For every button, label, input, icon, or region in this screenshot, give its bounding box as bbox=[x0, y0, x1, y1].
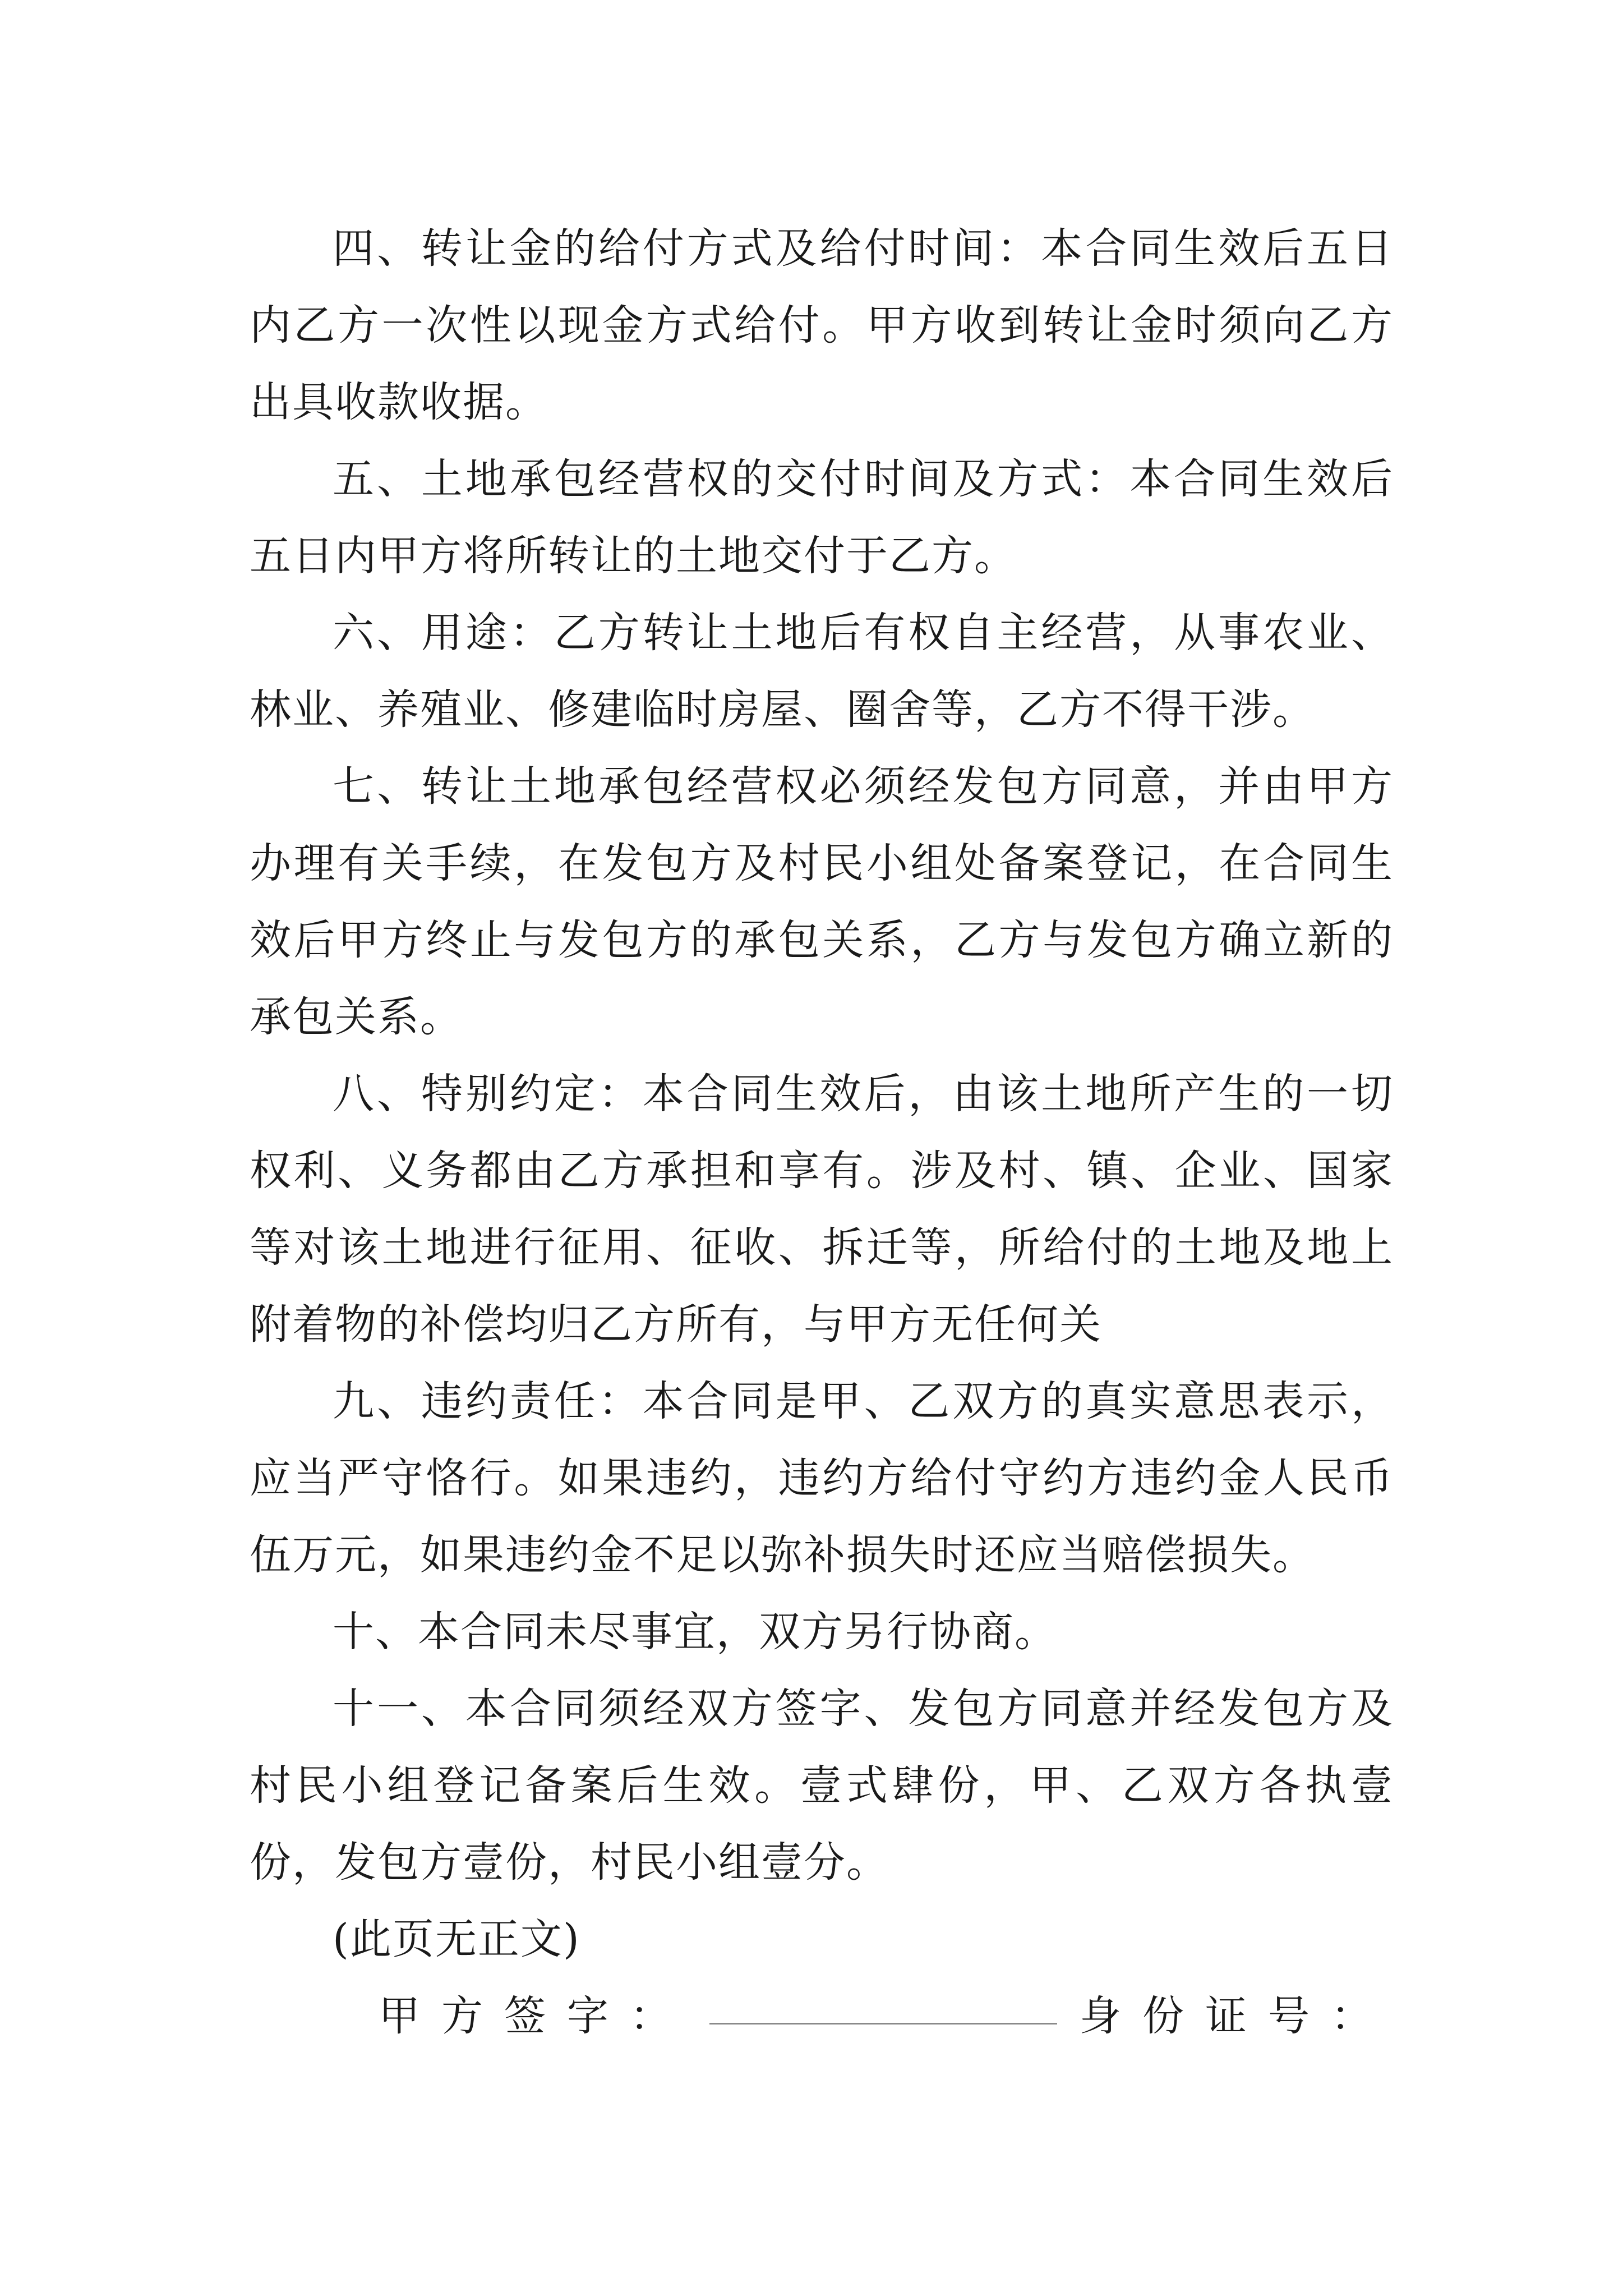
party-a-signature-label: 甲方签字： bbox=[379, 1992, 693, 2040]
party-a-signature-line bbox=[709, 1972, 1057, 2024]
clause-10: 十、本合同未尽事宜，双方另行协商。 bbox=[333, 1608, 1057, 1656]
clause-9: 九、违约责任：本合同是甲、乙双方的真实意思表示，应当严守恪行。如果违约，违约方给付守约方违约金人民币伍万元，如果违约金不足以弥补损失时还应当赔偿损失。 bbox=[250, 1377, 1394, 1579]
id-number-label: 身份证号： bbox=[1080, 1992, 1394, 2040]
clause-6: 六、用途：乙方转让土地后有权自主经营，从事农业、林业、养殖业、修建临时房屋、圈舍等，乙方不得干涉。 bbox=[250, 609, 1394, 734]
clause-4: 四、转让金的给付方式及给付时间：本合同生效后五日内乙方一次性以现金方式给付。甲方收到转让金时须向乙方出具收款收据。 bbox=[250, 224, 1394, 426]
signature-row bbox=[250, 1978, 1394, 2062]
contract-body bbox=[250, 210, 1394, 2062]
clause-8: 八、特别约定：本合同生效后，由该土地所产生的一切权利、义务都由乙方承担和享有。涉及村、镇、企业、国家等对该土地进行征用、征收、拆迁等，所给付的土地及地上附着物的补偿均归乙方所有，与甲方无任何关 bbox=[250, 1070, 1394, 1349]
clause-7: 七、转让土地承包经营权必须经发包方同意，并由甲方办理有关手续，在发包方及村民小组处备案登记，在合同生效后甲方终止与发包方的承包关系，乙方与发包方确立新的承包关系。 bbox=[250, 762, 1394, 1041]
clause-5: 五、土地承包经营权的交付时间及方式：本合同生效后五日内甲方将所转让的土地交付于乙方。 bbox=[250, 455, 1394, 580]
clause-11: 十一、本合同须经双方签字、发包方同意并经发包方及村民小组登记备案后生效。壹式肆份，甲、乙双方各执壹份，发包方壹份，村民小组壹分。 bbox=[250, 1685, 1394, 1887]
no-text-note: (此页无正文) bbox=[333, 1915, 580, 1963]
